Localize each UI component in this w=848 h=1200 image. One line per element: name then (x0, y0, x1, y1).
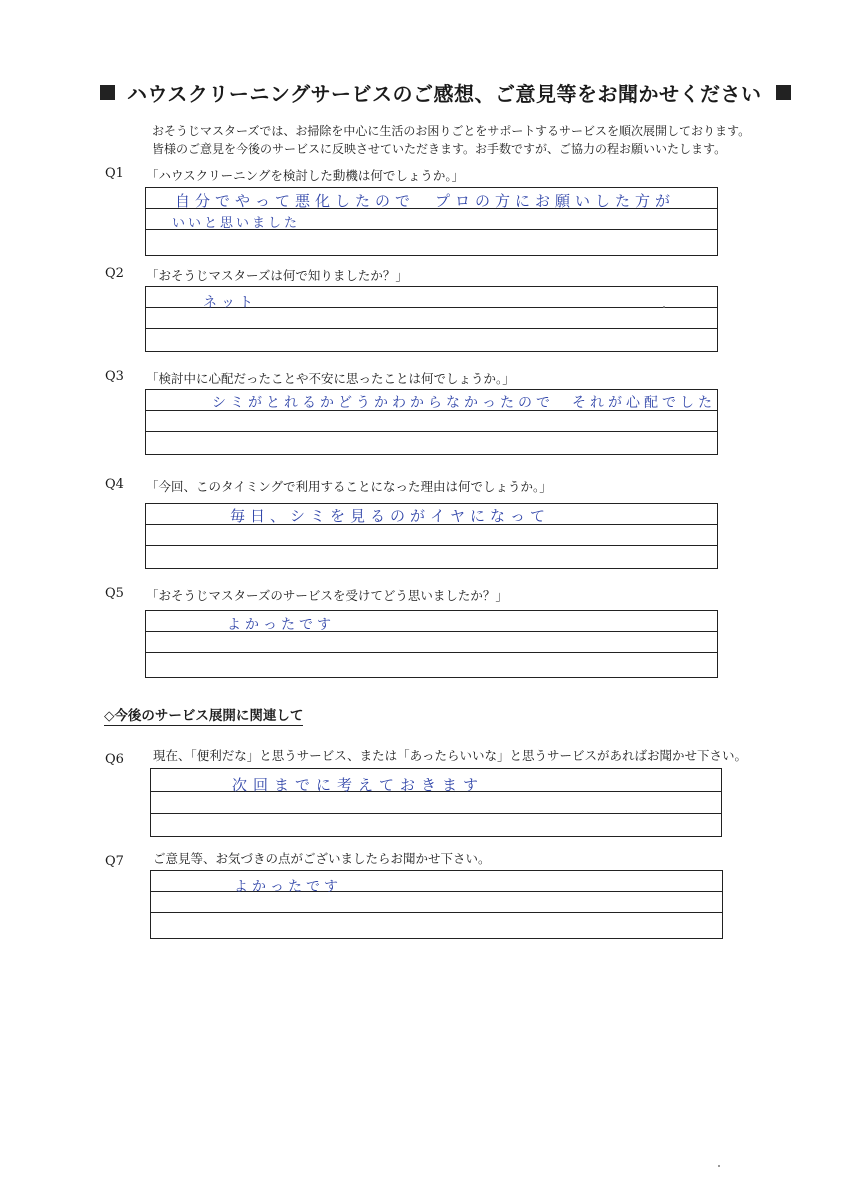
question-text: 「ハウスクリーニングを検討した動機は何でしょうか。」 (146, 168, 465, 183)
question-number: Q5 (105, 586, 124, 601)
intro-line: 皆様のご意見を今後のサービスに反映させていただきます。お手数ですが、ご協力の程お願いいたします。 (152, 142, 727, 156)
square-bullet-icon (776, 85, 791, 100)
form-title-text: ハウスクリーニングサービスのご感想、ご意見等をお聞かせください (127, 82, 762, 106)
handwritten-answer: 次回までに考えておきます (232, 776, 485, 794)
question-text: 「検討中に心配だったことや不安に思ったことは何でしょうか。」 (146, 371, 515, 386)
square-bullet-icon (100, 85, 115, 100)
question-number: Q6 (105, 752, 124, 767)
question-number: Q3 (105, 369, 124, 384)
handwritten-answer: よかったです (227, 617, 335, 633)
question-number: Q7 (105, 854, 124, 869)
question-text: 「おそうじマスターズは何で知りましたか？」 (146, 268, 408, 283)
handwritten-answer: 自分でやって悪化したので プロの方にお願いした方が (175, 192, 676, 210)
intro-line: おそうじマスターズでは、お掃除を中心に生活のお困りごとをサポートするサービスを順次展開しております。 (152, 124, 751, 138)
question-text: ご意見等、お気づきの点がございましたらお聞かせ下さい。 (153, 851, 491, 866)
question-text: 「今回、このタイミングで利用することになった理由は何でしょうか。」 (146, 479, 552, 494)
question-number: Q1 (105, 166, 124, 181)
question-text: 「おそうじマスターズのサービスを受けてどう思いましたか？」 (146, 588, 508, 603)
question-text: 現在、「便利だな」と思うサービス、または「あったらいいな」と思うサービスがあればお聞かせ下さい。 (153, 748, 748, 763)
question-number: Q2 (105, 266, 124, 281)
handwritten-answer: よかったです (234, 879, 342, 895)
scan-speck (663, 306, 665, 308)
handwritten-answer: いいと思いました (172, 216, 301, 231)
form-title (100, 78, 790, 107)
question-number: Q4 (105, 477, 124, 492)
section-heading: ◇今後のサービス展開に関連して (104, 704, 303, 726)
intro-text (152, 122, 792, 158)
handwritten-answer: ネット (203, 295, 257, 311)
handwritten-answer: 毎日、シミを見るのがイヤになって (230, 507, 551, 525)
scan-speck (718, 1165, 720, 1167)
handwritten-answer: シミがとれるかどうかわからなかったので それが心配でした (212, 395, 716, 411)
